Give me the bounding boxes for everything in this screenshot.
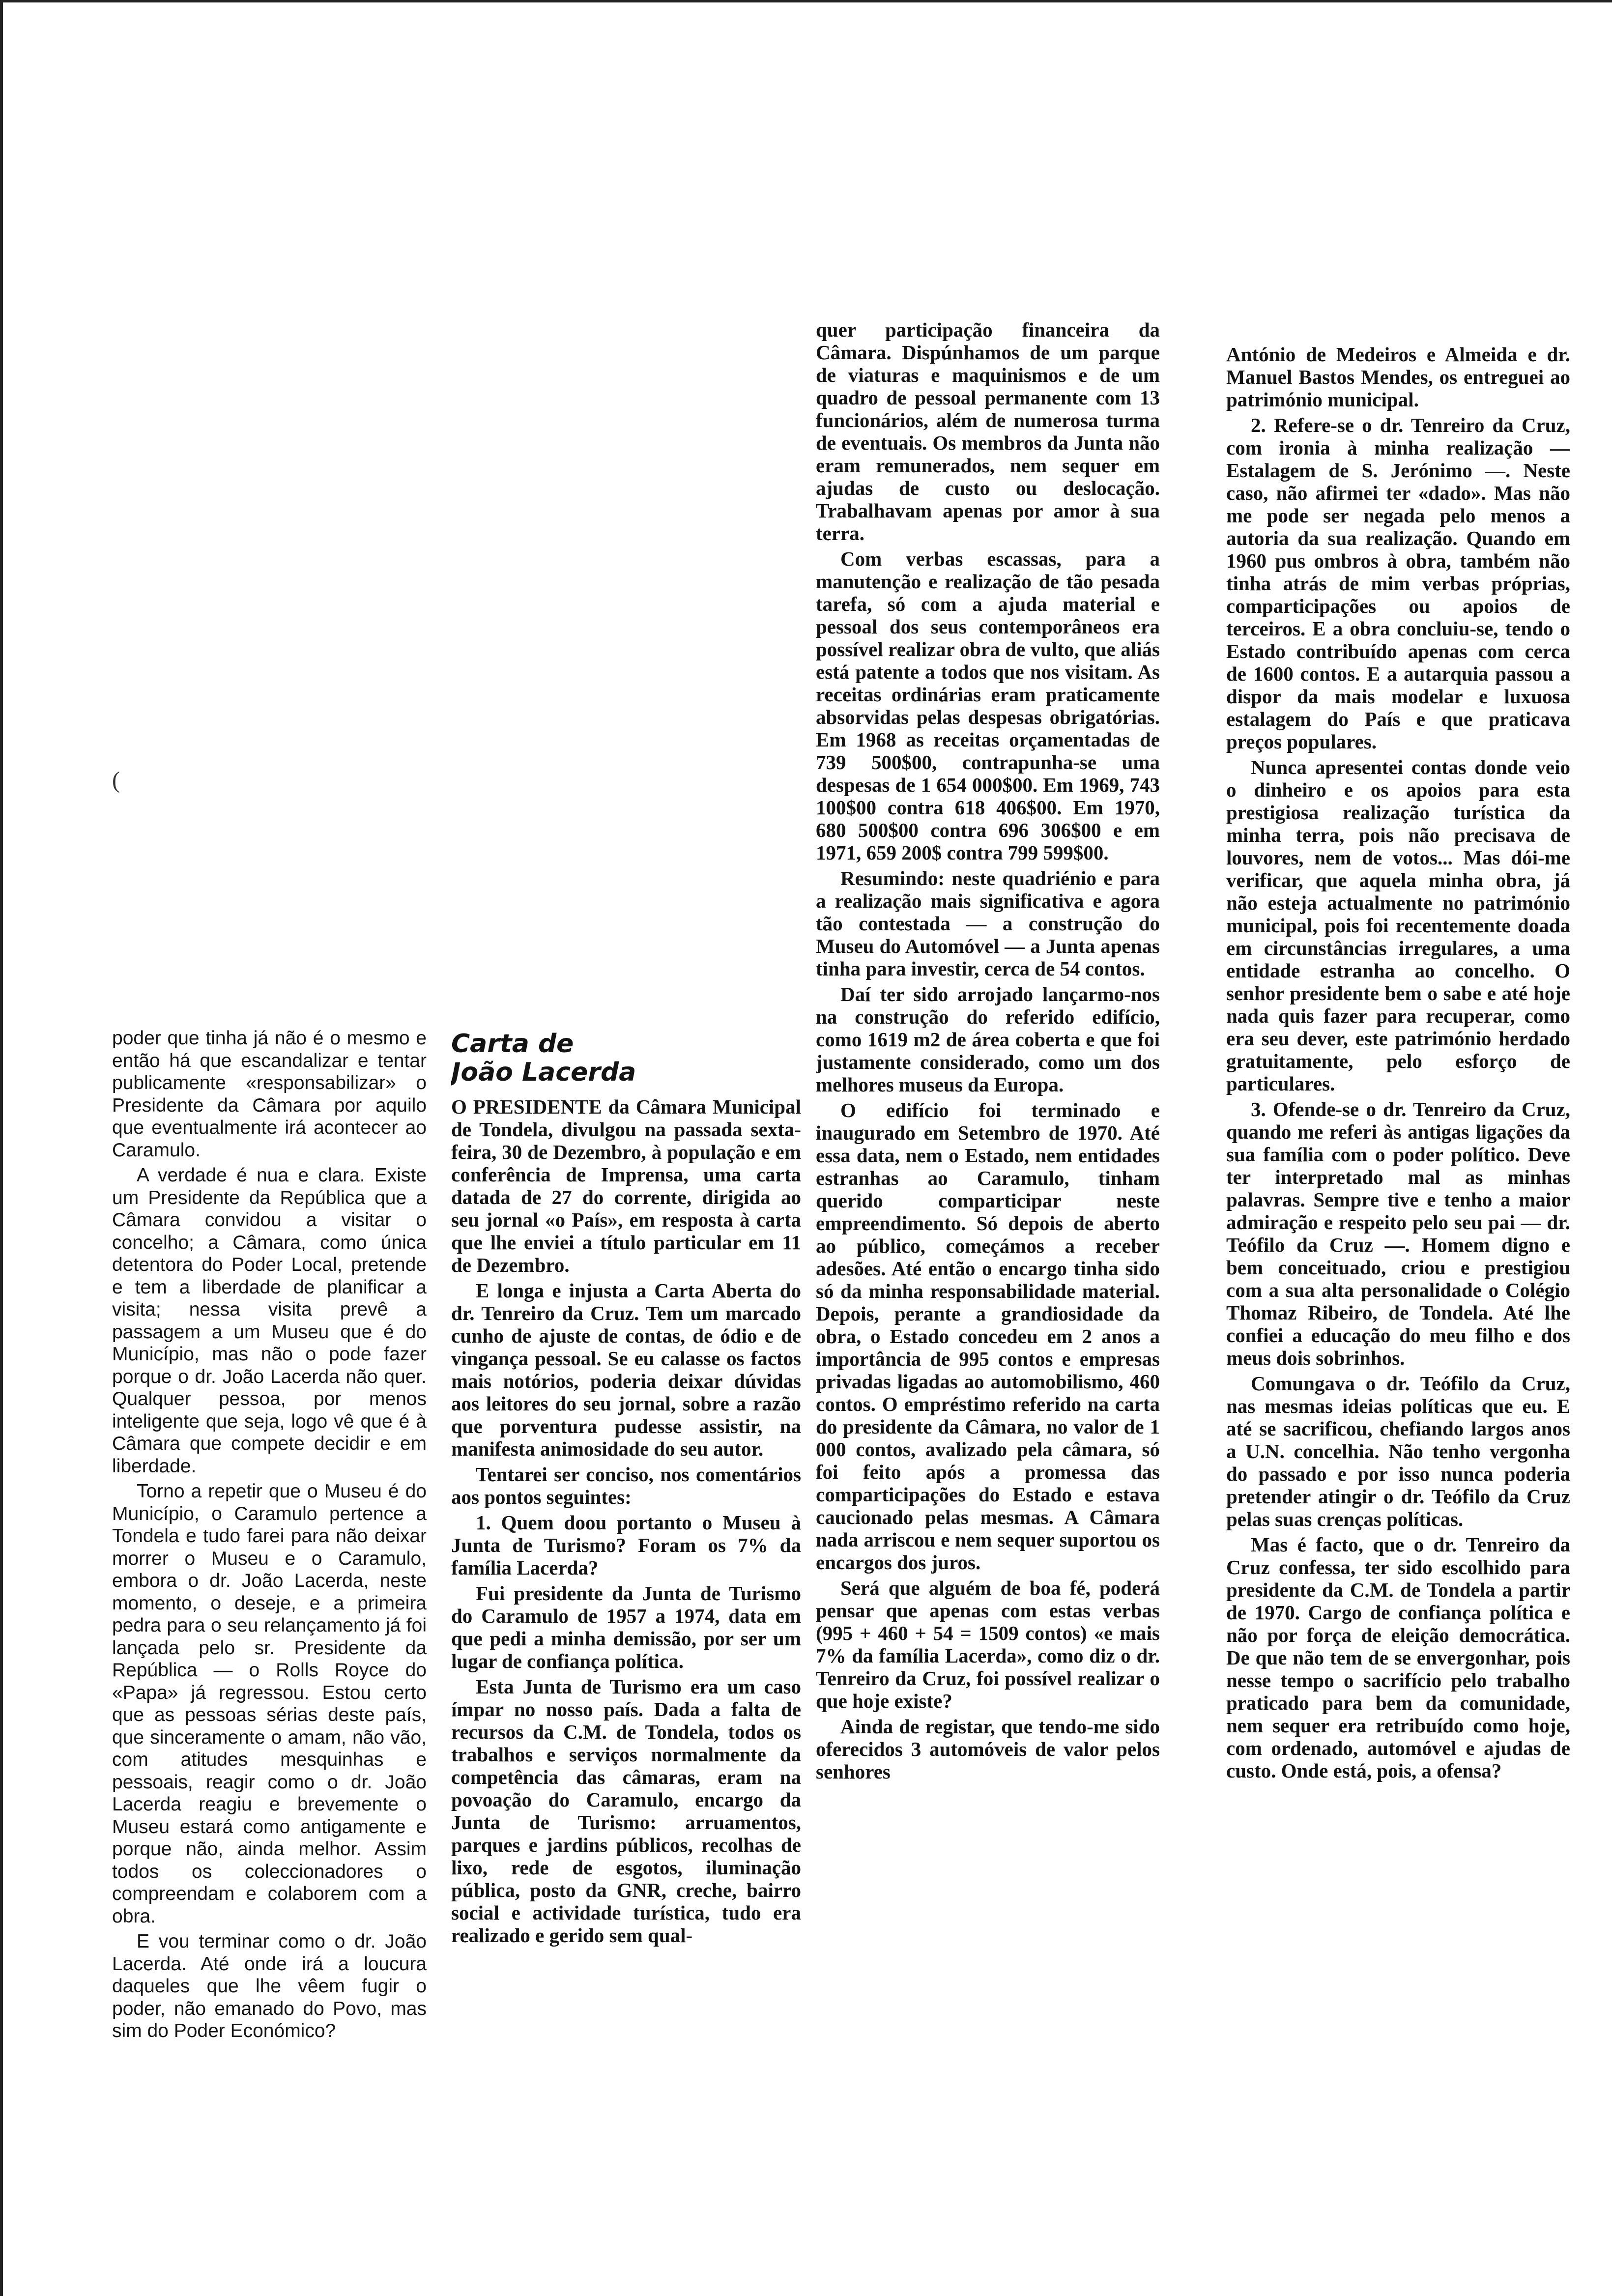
column2-paragraph-5: Fui presidente da Junta de Turismo do Caramulo de 1957 a 1974, data em que pedi a minha demissão, por ser um lugar de confiança política. [451,1582,801,1672]
article-column-4 [1226,343,1570,2201]
column4-paragraph-1: António de Medeiros e Almeida e dr. Manuel Bastos Mendes, os entreguei ao património municipal. [1226,343,1570,411]
column4-paragraph-2: 2. Refere-se o dr. Tenreiro da Cruz, com ironia à minha realização — Estalagem de S. Jerónimo —. Neste caso, não afirmei ter «dado». Mas não me pode ser negada pelo menos a autoria da sua realização. Quando em 1960 pus ombros à obra, também não tinha atrás de mim verbas próprias, comparticipações ou apoios de terceiros. E a obra concluiu-se, tendo o Estado contribuído apenas com cerca de 1600 contos. E a autarquia passou a dispor da mais modelar e luxuosa estalagem do País e que praticava preços populares. [1226,414,1570,753]
column4-paragraph-3: Nunca apresentei contas donde veio o dinheiro e os apoios para esta prestigiosa realização turística da minha terra, pois não precisava de louvores, nem de votos... Mas dói-me verificar, que aquela minha obra, já não esteja actualmente no património municipal, pois foi recentemente doada em circunstâncias irregulares, a uma entidade estranha ao concelho. O senhor presidente bem o sabe e até hoje nada quis fazer para recuperar, como era seu dever, este património herdado gratuitamente, pelo esforço de particulares. [1226,756,1570,1095]
article-heading-line-2: João Lacerda [451,1058,636,1087]
column2-paragraph-6: Esta Junta de Turismo era um caso ímpar no nosso país. Dada a falta de recursos da C.M. de Tondela, todos os trabalhos e serviços normalmente da competência das câmaras, eram na povoação do Caramulo, encargo da Junta de Turismo: arruamentos, parques e jardins públicos, recolhas de lixo, rede de esgotos, iluminação pública, posto da GNR, creche, bairro social e actividade turística, tudo era realizado e gerido sem qual- [451,1675,801,1947]
article-column-1 [112,1027,427,2187]
column2-paragraph-4: 1. Quem doou portanto o Museu à Junta de Turismo? Foram os 7% da família Lacerda? [451,1511,801,1579]
column1-paragraph-3: Torno a repetir que o Museu é do Município, o Caramulo pertence a Tondela e tudo farei para não deixar morrer o Museu e o Caramulo, embora o dr. João Lacerda, neste momento, o deseje, e a primeira pedra para o seu relançamento já foi lançada pelo sr. Presidente da República — o Rolls Royce do «Papa» já regressou. Estou certo que as pessoas sérias deste país, que sinceramente o amam, não vão, com atitudes mesquinhas e pessoais, reagir como o dr. João Lacerda reagiu e brevemente o Museu estará como antigamente e porque não, ainda melhor. Assim todos os coleccionadores o compreendam e colaborem com a obra. [112,1481,427,1927]
column3-paragraph-5: O edifício foi terminado e inaugurado em Setembro de 1970. Até essa data, nem o Estado, nem entidades estranhas ao Caramulo, tinham querido comparticipar neste empreendimento. Só depois de aberto ao público, começámos a receber adesões. Até então o encargo tinha sido só da minha responsabilidade material. Depois, perante a grandiosidade da obra, o Estado concedeu em 2 anos a importância de 995 contos e empresas privadas ligadas ao automobilismo, 460 contos. O empréstimo referido na carta do presidente da Câmara, no valor de 1 000 contos, avalizado pela câmara, só foi feito após a promessa das comparticipações do Estado e estava caucionado pelas mesmas. A Câmara nada arriscou e nem sequer suportou os encargos dos juros. [816,1099,1160,1574]
column3-paragraph-2: Com verbas escassas, para a manutenção e realização de tão pesada tarefa, só com a ajuda material e pessoal dos seus contemporâneos era possível realizar obra de vulto, que aliás está patente a todos que nos visitam. As receitas ordinárias eram praticamente absorvidas pelas despesas obrigatórias. Em 1968 as receitas orçamentadas de 739 500$00, contrapunha-se uma despesas de 1 654 000$00. Em 1969, 743 100$00 contra 618 406$00. Em 1970, 680 500$00 contra 696 306$00 e em 1971, 659 200$ contra 799 599$00. [816,547,1160,864]
article-column-3 [816,318,1160,2186]
column4-paragraph-6: Mas é facto, que o dr. Tenreiro da Cruz confessa, ter sido escolhido para presidente da C.M. de Tondela a partir de 1970. Cargo de confiança política e não por força de eleição democrática. De que não tem de se envergonhar, pois nesse tempo o sacrifício pelo trabalho praticado para bem da comunidade, nem sequer era retribuído como hoje, com ordenado, automóvel e ajudas de custo. Onde está, pois, a ofensa? [1226,1533,1570,1782]
column4-paragraph-5: Comungava o dr. Teófilo da Cruz, nas mesmas ideias políticas que eu. E até se sacrificou, chefiando largos anos a U.N. concelhia. Não tenho vergonha do passado e por isso nunca poderia pretender atingir o dr. Teófilo da Cruz pelas suas crenças políticas. [1226,1372,1570,1530]
column2-paragraph-2: E longa e injusta a Carta Aberta do dr. Tenreiro da Cruz. Tem um marcado cunho de ajuste de contas, de ódio e de vingança pessoal. Se eu calasse os factos mais notórios, poderia deixar dúvidas aos leitores do seu jornal, sobre a razão que porventura pudesse assistir, na manifesta animosidade do seu autor. [451,1279,801,1460]
article-heading [451,1030,801,1087]
column3-paragraph-7: Ainda de registar, que tendo-me sido oferecidos 3 automóveis de valor pelos senhores [816,1715,1160,1783]
column3-paragraph-4: Daí ter sido arrojado lançarmo-nos na construção do referido edifício, como 1619 m2 de área coberta e que foi justamente considerado, como um dos melhores museus da Europa. [816,983,1160,1096]
column3-paragraph-1: quer participação financeira da Câmara. Dispúnhamos de um parque de viaturas e maquinismos e de um quadro de pessoal permanente com 13 funcionários, além de numerosa turma de eventuais. Os membros da Junta não eram remunerados, nem sequer em ajudas de custo ou deslocação. Trabalhavam apenas por amor à sua terra. [816,318,1160,545]
column1-paragraph-4: E vou terminar como o dr. João Lacerda. Até onde irá a loucura daqueles que lhe vêem fugir o poder, não emanado do Povo, mas sim do Poder Económico? [112,1931,427,2041]
column1-paragraph-2: A verdade é nua e clara. Existe um Presidente da República que a Câmara convidou a visitar o concelho; a Câmara, como única detentora do Poder Local, pretende e tem a liberdade de planificar a visita; nessa visita prevê a passagem a um Museu que é do Município, mas não o pode fazer porque o dr. João Lacerda não quer. Qualquer pessoa, por menos inteligente que seja, logo vê que é à Câmara que compete decidir e em liberdade. [112,1165,427,1477]
column3-paragraph-6: Será que alguém de boa fé, poderá pensar que apenas com estas verbas (995 + 460 + 54 = 1509 contos) «e mais 7% da família Lacerda», como diz o dr. Tenreiro da Cruz, foi possível realizar o que hoje existe? [816,1577,1160,1712]
column3-paragraph-3: Resumindo: neste quadriénio e para a realização mais significativa e agora tão contestada — a construção do Museu do Automóvel — a Junta apenas tinha para investir, cerca de 54 contos. [816,867,1160,980]
stray-mark: ( [112,767,120,793]
column4-paragraph-4: 3. Ofende-se o dr. Tenreiro da Cruz, quando me referi às antigas ligações da sua família com o poder político. Deve ter interpretado mal as minhas palavras. Sempre tive e tenho a maior admiração e respeito pelo seu pai — dr. Teófilo da Cruz —. Homem digno e bem conceituado, criou e prestigiou com a sua alta personalidade o Colégio Thomaz Ribeiro, de Tondela. Até lhe confiei a educação do meu filho e dos meus dois sobrinhos. [1226,1098,1570,1369]
column1-paragraph-1: poder que tinha já não é o mesmo e então há que escandalizar e tentar publicamente «responsabilizar» o Presidente da Câmara por aquilo que eventualmente irá acontecer ao Caramulo. [112,1028,427,1161]
page-border-top [0,0,1612,2]
column2-paragraph-3: Tentarei ser conciso, nos comentários aos pontos seguintes: [451,1463,801,1508]
article-column-2 [451,1030,801,2189]
article-heading-line-1: Carta de [451,1030,574,1059]
column2-paragraph-1: O PRESIDENTE da Câmara Municipal de Tondela, divulgou na passada sexta-feira, 30 de Dezembro, à população e em conferência de Imprensa, uma carta datada de 27 do corrente, dirigida ao seu jornal «o País», em resposta à carta que lhe enviei a título particular em 11 de Dezembro. [451,1095,801,1276]
page-border-left [0,0,3,2296]
